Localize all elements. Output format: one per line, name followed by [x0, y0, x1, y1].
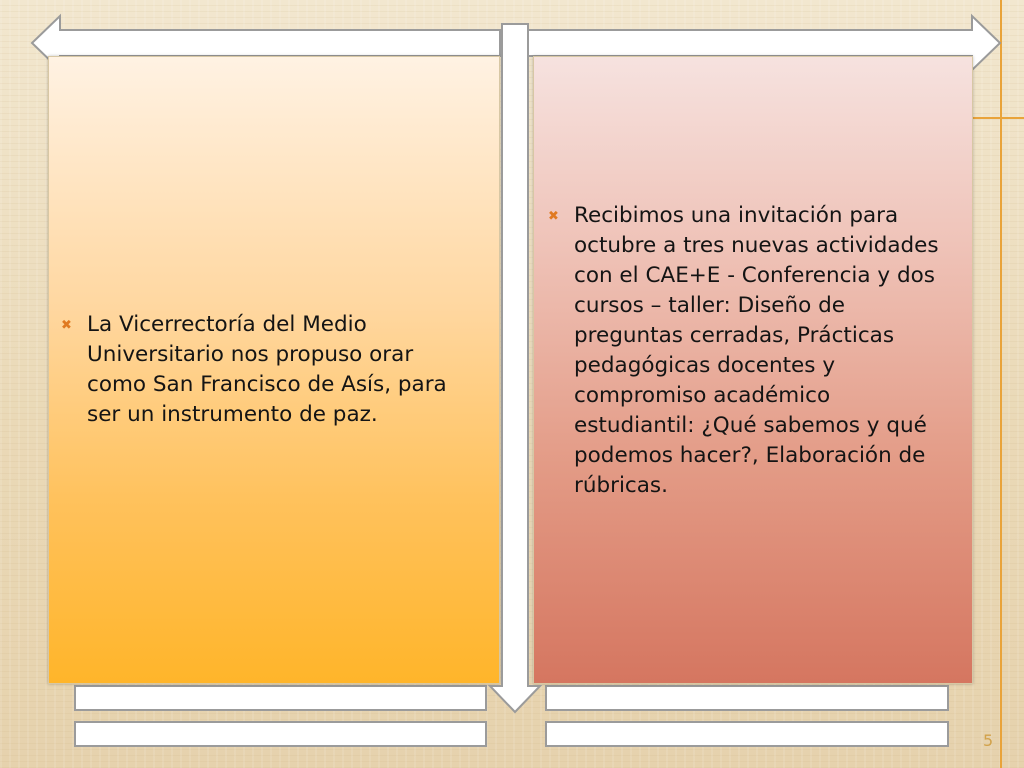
- left-bullet-item: [61, 310, 461, 430]
- right-bullet-item: [548, 201, 948, 501]
- bottom-bar-right-1: [546, 686, 948, 710]
- bottom-bar-left-2: [75, 722, 486, 746]
- page-number: 5: [983, 731, 994, 750]
- left-panel-text: La Vicerrectoría del Medio Universitario nos propuso orar como San Francisco de Asís, para ser un instrumento de paz.: [87, 312, 447, 427]
- bottom-bar-left-1: [75, 686, 486, 710]
- right-panel-text: Recibimos una invitación para octubre a tres nuevas actividades con el CAE+E - Conferencia y dos cursos – taller: Diseño de preguntas cerradas, Prácticas pedagógicas docentes y compromiso académico estudiantil: ¿Qué sabemos y qué podemos hacer?, Elaboración de rúbricas.: [574, 203, 939, 498]
- left-text-panel: [48, 56, 500, 684]
- star-bullet-icon: ✖: [548, 209, 559, 224]
- bottom-bar-right-2: [546, 722, 948, 746]
- right-text-panel: [533, 56, 973, 684]
- star-bullet-icon: ✖: [61, 318, 72, 333]
